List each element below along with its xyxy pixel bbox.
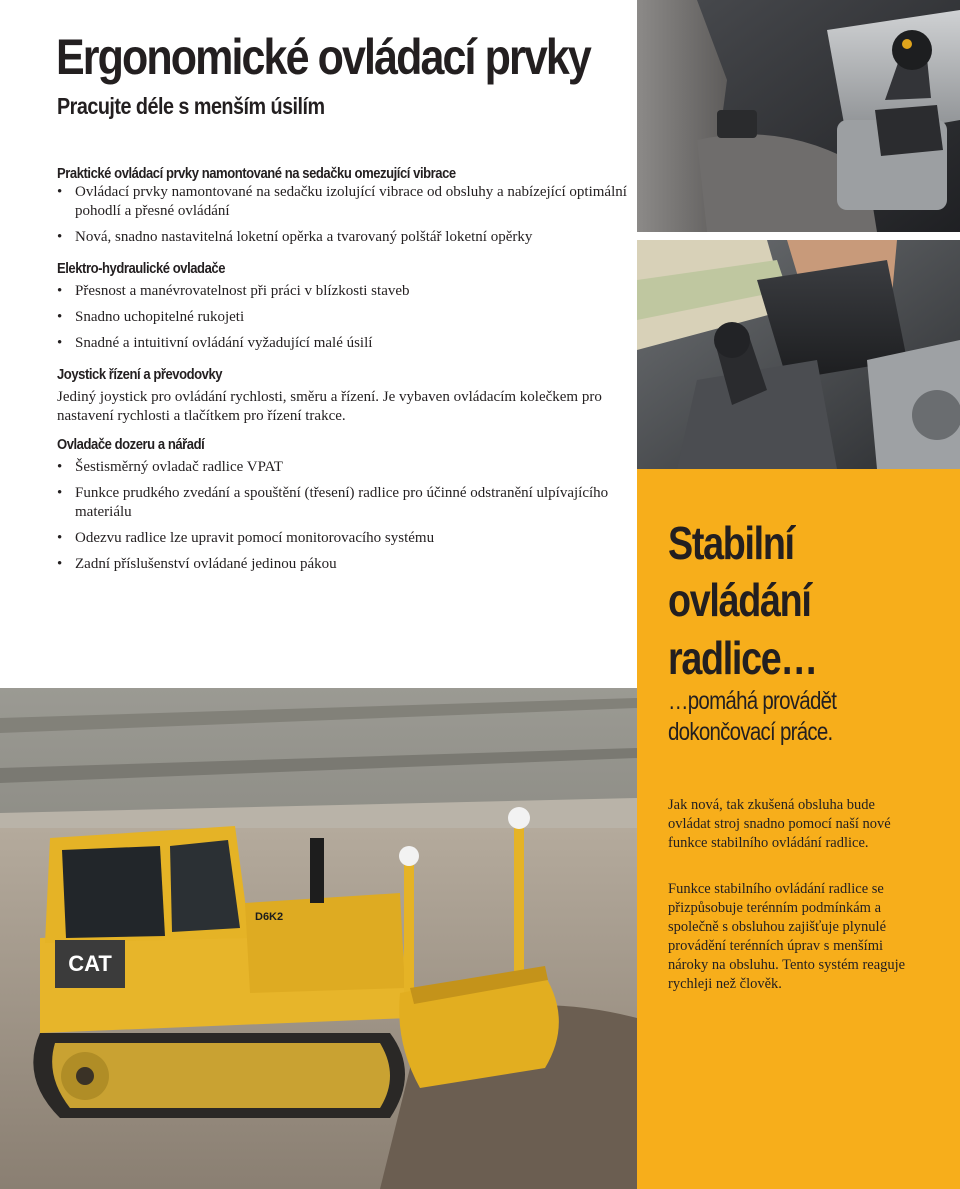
stable-blade-panel xyxy=(637,469,960,1189)
page-subtitle: Pracujte déle s menším úsilím xyxy=(57,93,325,119)
section-seat-controls xyxy=(57,165,627,247)
section-joystick xyxy=(57,366,627,426)
section-paragraph: Jediný joystick pro ovládání rychlosti, směru a řízení. Je vybaven ovládacím kolečkem pro nastavení rychlosti a tlačítkem pro řízení trakce. xyxy=(57,389,602,424)
section-heading: Praktické ovládací prvky namontované na sedačku omezující vibrace xyxy=(57,166,456,182)
panel-headline-line: ovládání xyxy=(668,574,811,626)
page-title: Ergonomické ovládací prvky xyxy=(56,29,590,85)
seat-controls-photo xyxy=(637,0,960,232)
dozer-photo xyxy=(0,688,637,1189)
section-heading: Ovladače dozeru a nářadí xyxy=(57,437,205,453)
section-heading: Elektro-hydraulické ovladače xyxy=(57,261,226,277)
list-item: • Nová, snadno nastavitelná loketní opěrka a tvarovaný polštář loketní opěrky xyxy=(57,228,627,247)
panel-subline: …pomáhá provádět xyxy=(668,687,837,715)
list-item: • Snadno uchopitelné rukojeti xyxy=(57,308,627,327)
list-item: • Funkce prudkého zvedání a spouštění (třesení) radlice pro účinné odstranění ulpívajícího materiálu xyxy=(57,484,627,522)
cat-logo: CAT xyxy=(68,951,112,976)
panel-paragraph: Jak nová, tak zkušená obsluha bude ovládat stroj snadno pomocí naší nové funkce stabilního ovládání radlice. xyxy=(668,797,891,851)
list-item: • Přesnost a manévrovatelnost při práci v blízkosti staveb xyxy=(57,282,627,301)
list-item: • Snadné a intuitivní ovládání vyžadující malé úsilí xyxy=(57,334,627,353)
model-label: D6K2 xyxy=(255,911,284,923)
section-dozer-controls xyxy=(57,436,627,574)
section-heading: Joystick řízení a převodovky xyxy=(57,367,223,383)
bullet-list xyxy=(57,183,627,247)
panel-headline-line: radlice… xyxy=(668,632,817,684)
feature-list xyxy=(57,165,627,574)
panel-paragraph: Funkce stabilního ovládání radlice se přizpůsobuje terénním podmínkám a společně s obsluhou zajišťuje plynulé provádění terénních úprav s menšími nároky na obsluhu. Tento systém reaguje rychleji než člověk. xyxy=(668,881,906,992)
panel-subline: dokončovací práce. xyxy=(668,718,833,746)
list-item: • Šestisměrný ovladač radlice VPAT xyxy=(57,458,627,477)
bullet-list xyxy=(57,458,627,574)
list-item: • Odezvu radlice lze upravit pomocí monitorovacího systému xyxy=(57,529,627,548)
bullet-list xyxy=(57,282,627,353)
joystick-photo xyxy=(637,240,960,469)
list-item: • Ovládací prvky namontované na sedačku izolující vibrace od obsluhy a nabízející optimální pohodlí a přesné ovládání xyxy=(57,183,627,221)
list-item: • Zadní příslušenství ovládané jedinou pákou xyxy=(57,555,627,574)
section-electro-hydraulic xyxy=(57,260,627,353)
panel-headline-line: Stabilní xyxy=(668,517,794,569)
